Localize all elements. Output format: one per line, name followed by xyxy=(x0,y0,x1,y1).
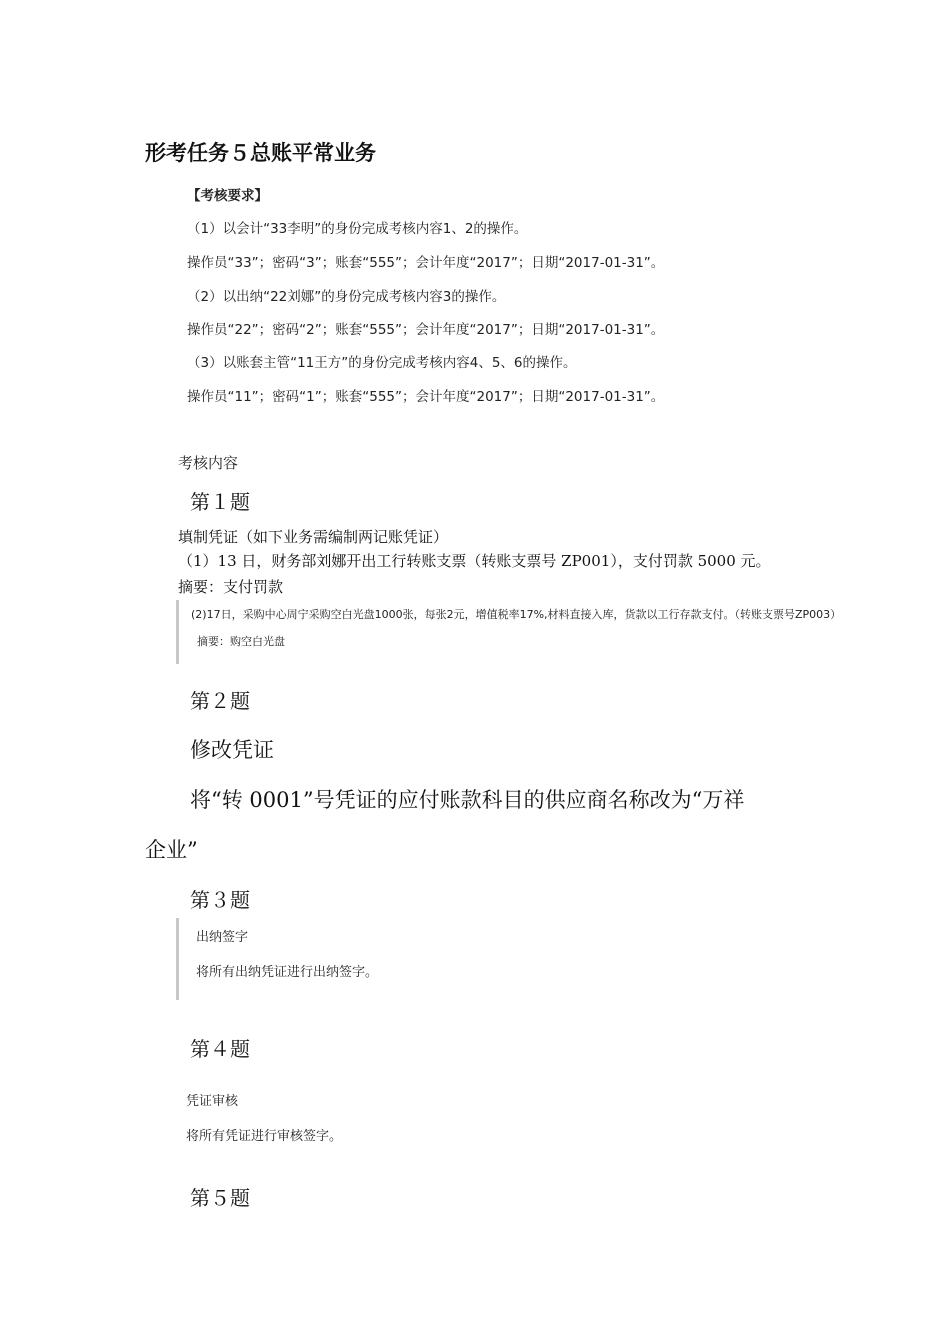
question-2-title: 第２题 xyxy=(190,689,250,713)
requirement-line: （2）以出纳“22刘娜”的身份完成考核内容3的操作。 xyxy=(187,289,506,305)
quote-block-question-3 xyxy=(176,918,479,1000)
requirement-line: 操作员“22”；密码“2”；账套“555”；会计年度“2017”；日期“2017-01-31”。 xyxy=(187,322,665,338)
question-5-title: 第５题 xyxy=(190,1186,250,1210)
question-3-heading: 出纳签字 xyxy=(196,930,249,945)
question-1-summary-2: 摘要：购空白光盘 xyxy=(197,635,285,648)
question-2-subtitle: 修改凭证 xyxy=(190,738,274,762)
question-1-item-1: （1）13 日，财务部刘娜开出工行转账支票（转账支票号 ZP001），支付罚款 5000 元。 xyxy=(178,552,771,570)
question-1-item-2: (2)17日，采购中心周宁采购空白光盘1000张，每张2元，增值税率17%,材料直接入库，货款以工行存款支付。（转账支票号ZP003） xyxy=(191,608,842,621)
content-label: 考核内容 xyxy=(178,454,239,472)
question-1-summary-1: 摘要：支付罚款 xyxy=(178,578,284,596)
requirements-heading: 【考核要求】 xyxy=(187,188,268,204)
requirement-line: （3）以账套主管“11王方”的身份完成考核内容4、5、6的操作。 xyxy=(187,355,577,371)
question-4-title: 第４题 xyxy=(190,1037,250,1061)
requirement-line: 操作员“33”；密码“3”；账套“555”；会计年度“2017”；日期“2017-01-31”。 xyxy=(187,255,665,271)
requirement-line: （1）以会计“33李明”的身份完成考核内容1、2的操作。 xyxy=(187,221,528,237)
document-title: 形考任务５总账平常业务 xyxy=(145,141,376,165)
question-1-title: 第１题 xyxy=(190,490,250,514)
question-2-text-line-1: 将“转 0001”号凭证的应付账款科目的供应商名称改为“万祥 xyxy=(190,788,745,812)
question-2-text-line-2: 企业” xyxy=(145,838,198,862)
requirement-line: 操作员“11”；密码“1”；账套“555”；会计年度“2017”；日期“2017-01-31”。 xyxy=(187,389,665,405)
question-4-text: 将所有凭证进行审核签字。 xyxy=(186,1129,343,1144)
question-4-heading: 凭证审核 xyxy=(186,1094,239,1109)
question-3-text: 将所有出纳凭证进行出纳签字。 xyxy=(196,965,379,980)
question-1-intro: 填制凭证（如下业务需编制两记账凭证） xyxy=(178,528,449,546)
quote-block-item-2 xyxy=(176,600,842,664)
question-3-title: 第３题 xyxy=(190,888,250,912)
